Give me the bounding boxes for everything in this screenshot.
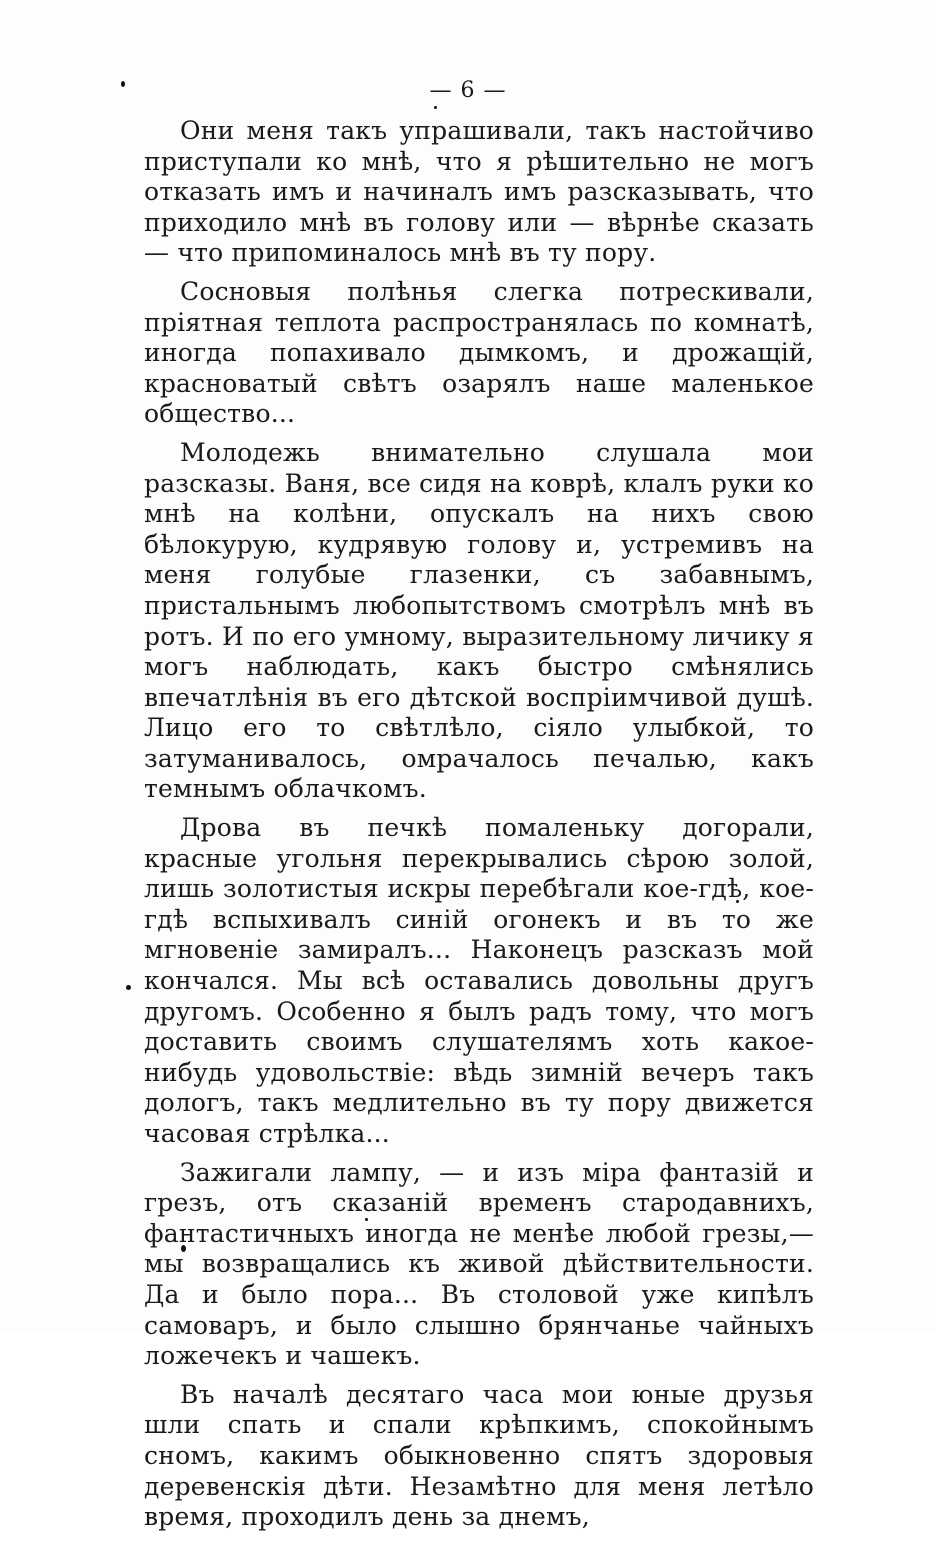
- paragraph-5: Зажигали лампу, — и изъ міра фантазій и грезъ, отъ сказаній временъ стародавнихъ, фантастичныхъ иногда не менѣе любой грезы,—мы возвращались къ живой дѣйствительности. Да и было пора... Въ столовой уже кипѣлъ самоваръ, и было слышно брянчанье чайныхъ ложечекъ и чашекъ.: [144, 1157, 814, 1371]
- page-number: — 6 —: [429, 78, 507, 103]
- paragraph-1: Они меня такъ упрашивали, такъ настойчиво приступали ко мнѣ, что я рѣшительно не могъ отказать имъ и начиналъ имъ разсказывать, что приходило мнѣ въ голову или — вѣрнѣе сказать — что припоминалось мнѣ въ ту пору.: [144, 116, 814, 268]
- paragraph-3: Молодежь внимательно слушала мои разсказы. Ваня, все сидя на коврѣ, клалъ руки ко мнѣ на колѣни, опускалъ на нихъ свою бѣлокурую, кудрявую голову и, устремивъ на меня голубые глазенки, съ забавнымъ, пристальнымъ любопытствомъ смотрѣлъ мнѣ въ ротъ. И по его умному, выразительному личику я могъ наблюдать, какъ быстро смѣнялись впечатлѣнія въ его дѣтской воспріимчивой душѣ. Лицо его то свѣтлѣло, сіяло улыбкой, то затуманивалось, омрачалось печалью, какъ темнымъ облачкомъ.: [144, 437, 814, 804]
- paragraph-6: Въ началѣ десятаго часа мои юные друзья шли спать и спали крѣпкимъ, спокойнымъ сномъ, какимъ обыкновенно спятъ здоровыя деревенскія дѣти. Незамѣтно для меня летѣло время, проходилъ день за днемъ,: [144, 1379, 814, 1532]
- paragraph-4: Дрова въ печкѣ помаленьку догорали, красные угольня перекрывались сѣрою золой, лишь золотистыя искры перебѣгали кое-гдѣ, кое-гдѣ вспыхивалъ синій огонекъ и въ то же мгновеніе замиралъ... Наконецъ разсказъ мой кончался. Мы всѣ оставались довольны другъ другомъ. Особенно я былъ радъ тому, что могъ доставить своимъ слушателямъ хоть какое-нибудь удовольствіе: вѣдь зимній вечеръ такъ дологъ, такъ медлительно въ ту пору движется часовая стрѣлка...: [144, 813, 814, 1148]
- ink-speck: [434, 106, 437, 109]
- body-text: [144, 116, 814, 1541]
- paragraph-2: Сосновыя полѣнья слегка потрескивали, пріятная теплота распространялась по комнатѣ, иногда попахивало дымкомъ, и дрожащій, красноватый свѣтъ озарялъ наше маленькое общество...: [144, 276, 814, 429]
- ink-speck: [126, 985, 131, 990]
